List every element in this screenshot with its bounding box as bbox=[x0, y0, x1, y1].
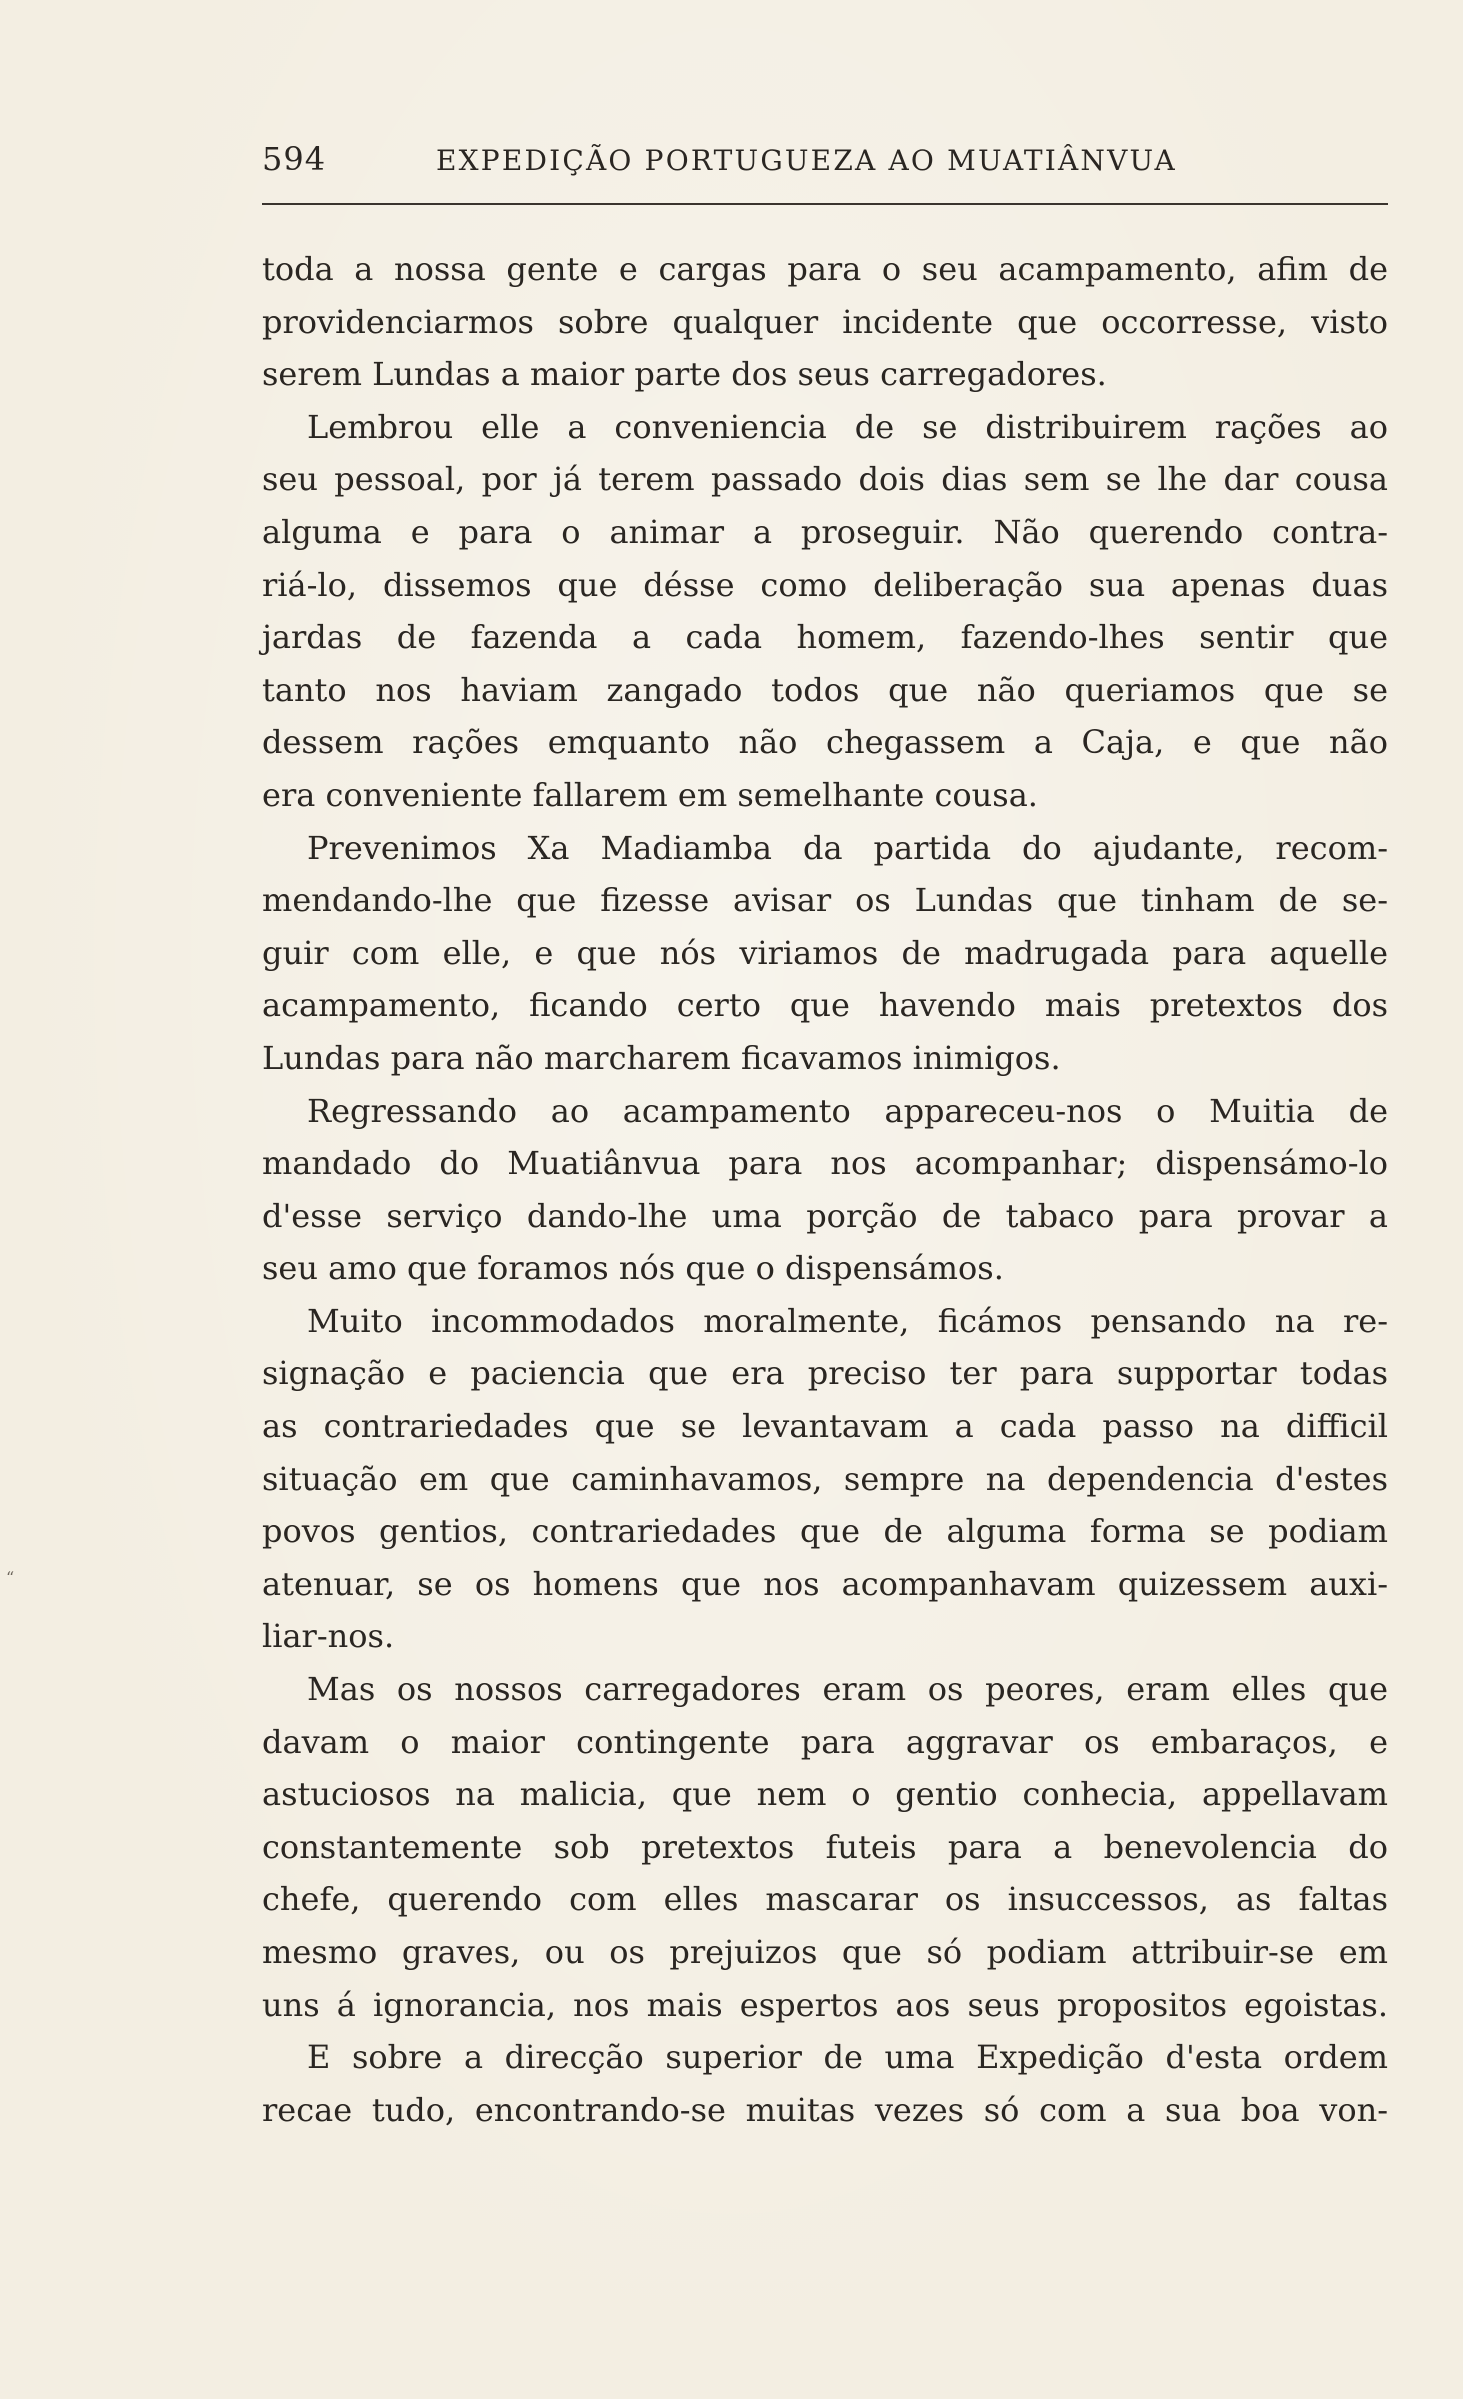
text-line: seu pessoal, por já terem passado dois dias sem se lhe dar cousa bbox=[262, 460, 1388, 499]
text-line: atenuar, se os homens que nos acompanhavam quizessem auxi- bbox=[262, 1564, 1388, 1603]
text-line: mesmo graves, ou os prejuizos que só podiam attribuir-se em bbox=[262, 1933, 1388, 1971]
text-line: mandado do Muatiânvua para nos acompanhar; dispensámo-lo bbox=[262, 1144, 1388, 1183]
paragraph-start-line: Prevenimos Xa Madiamba da partida do ajudante, recom- bbox=[307, 828, 1388, 867]
text-line: signação e paciencia que era preciso ter para supportar todas bbox=[262, 1354, 1388, 1393]
text-line: providenciarmos sobre qualquer incidente que occorresse, visto bbox=[262, 302, 1388, 341]
text-line: povos gentios, contrariedades que de alguma forma se podiam bbox=[262, 1512, 1388, 1551]
running-title: EXPEDIÇÃO PORTUGUEZA AO MUATIÂNVUA bbox=[436, 144, 1177, 177]
body-text bbox=[262, 243, 1388, 2136]
text-line: Lundas para não marcharem ficavamos inimigos. bbox=[262, 1038, 1061, 1077]
text-line: riá-lo, dissemos que désse como deliberação sua apenas duas bbox=[262, 565, 1388, 604]
text-line: davam o maior contingente para aggravar os embaraços, e bbox=[262, 1722, 1388, 1761]
text-line: chefe, querendo com elles mascarar os insuccessos, as faltas bbox=[262, 1880, 1388, 1919]
paragraph-start-line: Regressando ao acampamento appareceu-nos o Muitia de bbox=[307, 1091, 1388, 1130]
text-line: mendando-lhe que fizesse avisar os Lundas que tinham de se- bbox=[262, 881, 1388, 920]
text-line: acampamento, ficando certo que havendo mais pretextos dos bbox=[262, 986, 1388, 1025]
paragraph-start-line: Lembrou elle a conveniencia de se distribuirem rações ao bbox=[307, 407, 1388, 446]
text-line: astuciosos na malicia, que nem o gentio conhecia, appellavam bbox=[262, 1775, 1388, 1814]
text-line: dessem rações emquanto não chegassem a Caja, e que não bbox=[262, 723, 1388, 762]
text-line: seu amo que foramos nós que o dispensámos. bbox=[262, 1249, 1004, 1288]
page-number: 594 bbox=[262, 140, 327, 178]
text-line: tanto nos haviam zangado todos que não queriamos que se bbox=[262, 670, 1388, 709]
text-line: situação em que caminhavamos, sempre na dependencia d'estes bbox=[262, 1459, 1388, 1498]
text-line: as contrariedades que se levantavam a cada passo na difficil bbox=[262, 1407, 1388, 1446]
margin-mark: “ bbox=[6, 1568, 15, 1587]
paragraph-start-line: Mas os nossos carregadores eram os peores, eram elles que bbox=[307, 1670, 1388, 1709]
text-line: alguma e para o animar a proseguir. Não querendo contra- bbox=[262, 512, 1388, 551]
header-rule bbox=[262, 203, 1388, 205]
text-line: era conveniente fallarem em semelhante cousa. bbox=[262, 775, 1038, 814]
text-line: liar-nos. bbox=[262, 1617, 395, 1656]
text-line: guir com elle, e que nós viriamos de madrugada para aquelle bbox=[262, 933, 1388, 972]
paragraph-start-line: Muito incommodados moralmente, ficámos pensando na re- bbox=[307, 1301, 1388, 1340]
text-line: constantemente sob pretextos futeis para a benevolencia do bbox=[262, 1827, 1388, 1866]
text-line: serem Lundas a maior parte dos seus carregadores. bbox=[262, 355, 1107, 394]
text-line: d'esse serviço dando-lhe uma porção de tabaco para provar a bbox=[262, 1196, 1388, 1235]
text-line: recae tudo, encontrando-se muitas vezes só com a sua boa von- bbox=[262, 2090, 1388, 2129]
text-line: toda a nossa gente e cargas para o seu acampamento, afim de bbox=[262, 250, 1388, 288]
paragraph-start-line: E sobre a direcção superior de uma Expedição d'esta ordem bbox=[307, 2038, 1388, 2077]
text-line: jardas de fazenda a cada homem, fazendo-lhes sentir que bbox=[262, 618, 1388, 657]
text-line: uns á ignorancia, nos mais espertos aos seus propositos egoistas. bbox=[262, 1985, 1388, 2024]
running-head bbox=[262, 140, 1388, 186]
